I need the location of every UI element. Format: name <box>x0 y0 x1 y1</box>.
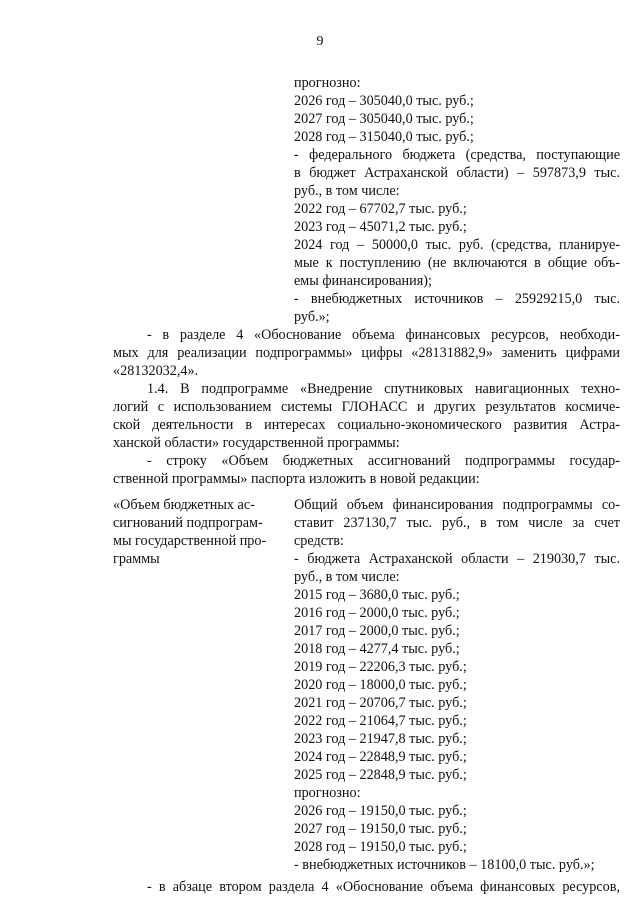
table-right-line: 2022 год – 21064,7 тыс. руб.; <box>294 713 467 729</box>
table-right-line: - бюджета Астраханской области – 219030,7 тыс. <box>294 551 620 567</box>
paragraph-line: ской деятельности в интересах социально-экономического развития Астра- <box>113 417 620 433</box>
text-line: мые к поступлению (не включаются в общие объ- <box>294 255 620 271</box>
paragraph-line: - в абзаце втором раздела 4 «Обоснование объема финансовых ресурсов, <box>147 879 620 895</box>
table-right-line: 2016 год – 2000,0 тыс. руб.; <box>294 605 460 621</box>
text-line: 2027 год – 305040,0 тыс. руб.; <box>294 111 474 127</box>
table-right-line: 2026 год – 19150,0 тыс. руб.; <box>294 803 467 819</box>
paragraph-line: логий с использованием системы ГЛОНАСС и других результатов космиче- <box>113 399 620 415</box>
table-right-line: 2019 год – 22206,3 тыс. руб.; <box>294 659 467 675</box>
paragraph-line: ственной программы» паспорта изложить в новой редакции: <box>113 471 480 487</box>
paragraph-line: мых для реализации подпрограммы» цифры «28131882,9» заменить цифрами <box>113 345 620 361</box>
table-left-line: «Объем бюджетных ас- <box>113 497 255 513</box>
text-line: руб., в том числе: <box>294 183 400 199</box>
text-line: прогнозно: <box>294 75 361 91</box>
text-line: 2028 год – 315040,0 тыс. руб.; <box>294 129 474 145</box>
table-left-line: граммы <box>113 551 160 567</box>
paragraph-line: «28132032,4». <box>113 363 199 379</box>
text-line: в бюджет Астраханской области) – 597873,9 тыс. <box>294 165 620 181</box>
table-right-line: 2020 год – 18000,0 тыс. руб.; <box>294 677 467 693</box>
table-right-line: 2024 год – 22848,9 тыс. руб.; <box>294 749 467 765</box>
table-right-line: 2023 год – 21947,8 тыс. руб.; <box>294 731 467 747</box>
text-line: 2023 год – 45071,2 тыс. руб.; <box>294 219 467 235</box>
text-line: - внебюджетных источников – 25929215,0 тыс. <box>294 291 620 307</box>
table-right-line: - внебюджетных источников – 18100,0 тыс. руб.»; <box>294 857 595 873</box>
text-line: 2022 год – 67702,7 тыс. руб.; <box>294 201 467 217</box>
text-line: 2026 год – 305040,0 тыс. руб.; <box>294 93 474 109</box>
page-number: 9 <box>316 34 324 49</box>
paragraph-line: - в разделе 4 «Обоснование объема финансовых ресурсов, необходи- <box>147 327 620 343</box>
table-right-line: Общий объем финансирования подпрограммы со- <box>294 497 620 513</box>
paragraph-line: 1.4. В подпрограмме «Внедрение спутниковых навигационных техно- <box>147 381 620 397</box>
table-right-line: 2015 год – 3680,0 тыс. руб.; <box>294 587 460 603</box>
table-right-line: 2018 год – 4277,4 тыс. руб.; <box>294 641 460 657</box>
table-right-line: прогнозно: <box>294 785 361 801</box>
table-right-line: 2028 год – 19150,0 тыс. руб.; <box>294 839 467 855</box>
table-left-line: мы государственной про- <box>113 533 267 549</box>
table-right-line: средств: <box>294 533 344 549</box>
paragraph-line: - строку «Объем бюджетных ассигнований подпрограммы государ- <box>147 453 620 469</box>
table-right-line: 2021 год – 20706,7 тыс. руб.; <box>294 695 467 711</box>
table-right-line: 2025 год – 22848,9 тыс. руб.; <box>294 767 467 783</box>
text-line: 2024 год – 50000,0 тыс. руб. (средства, планируе- <box>294 237 620 253</box>
table-right-line: 2017 год – 2000,0 тыс. руб.; <box>294 623 460 639</box>
table-right-line: 2027 год – 19150,0 тыс. руб.; <box>294 821 467 837</box>
table-right-line: ставит 237130,7 тыс. руб., в том числе за счет <box>294 515 620 531</box>
paragraph-line: ханской области» государственной программы: <box>113 435 400 451</box>
text-line: руб.»; <box>294 309 330 325</box>
text-line: - федерального бюджета (средства, поступающие <box>294 147 620 163</box>
table-left-line: сигнований подпрограм- <box>113 515 263 531</box>
text-line: емы финансирования); <box>294 273 432 289</box>
table-right-line: руб., в том числе: <box>294 569 400 585</box>
